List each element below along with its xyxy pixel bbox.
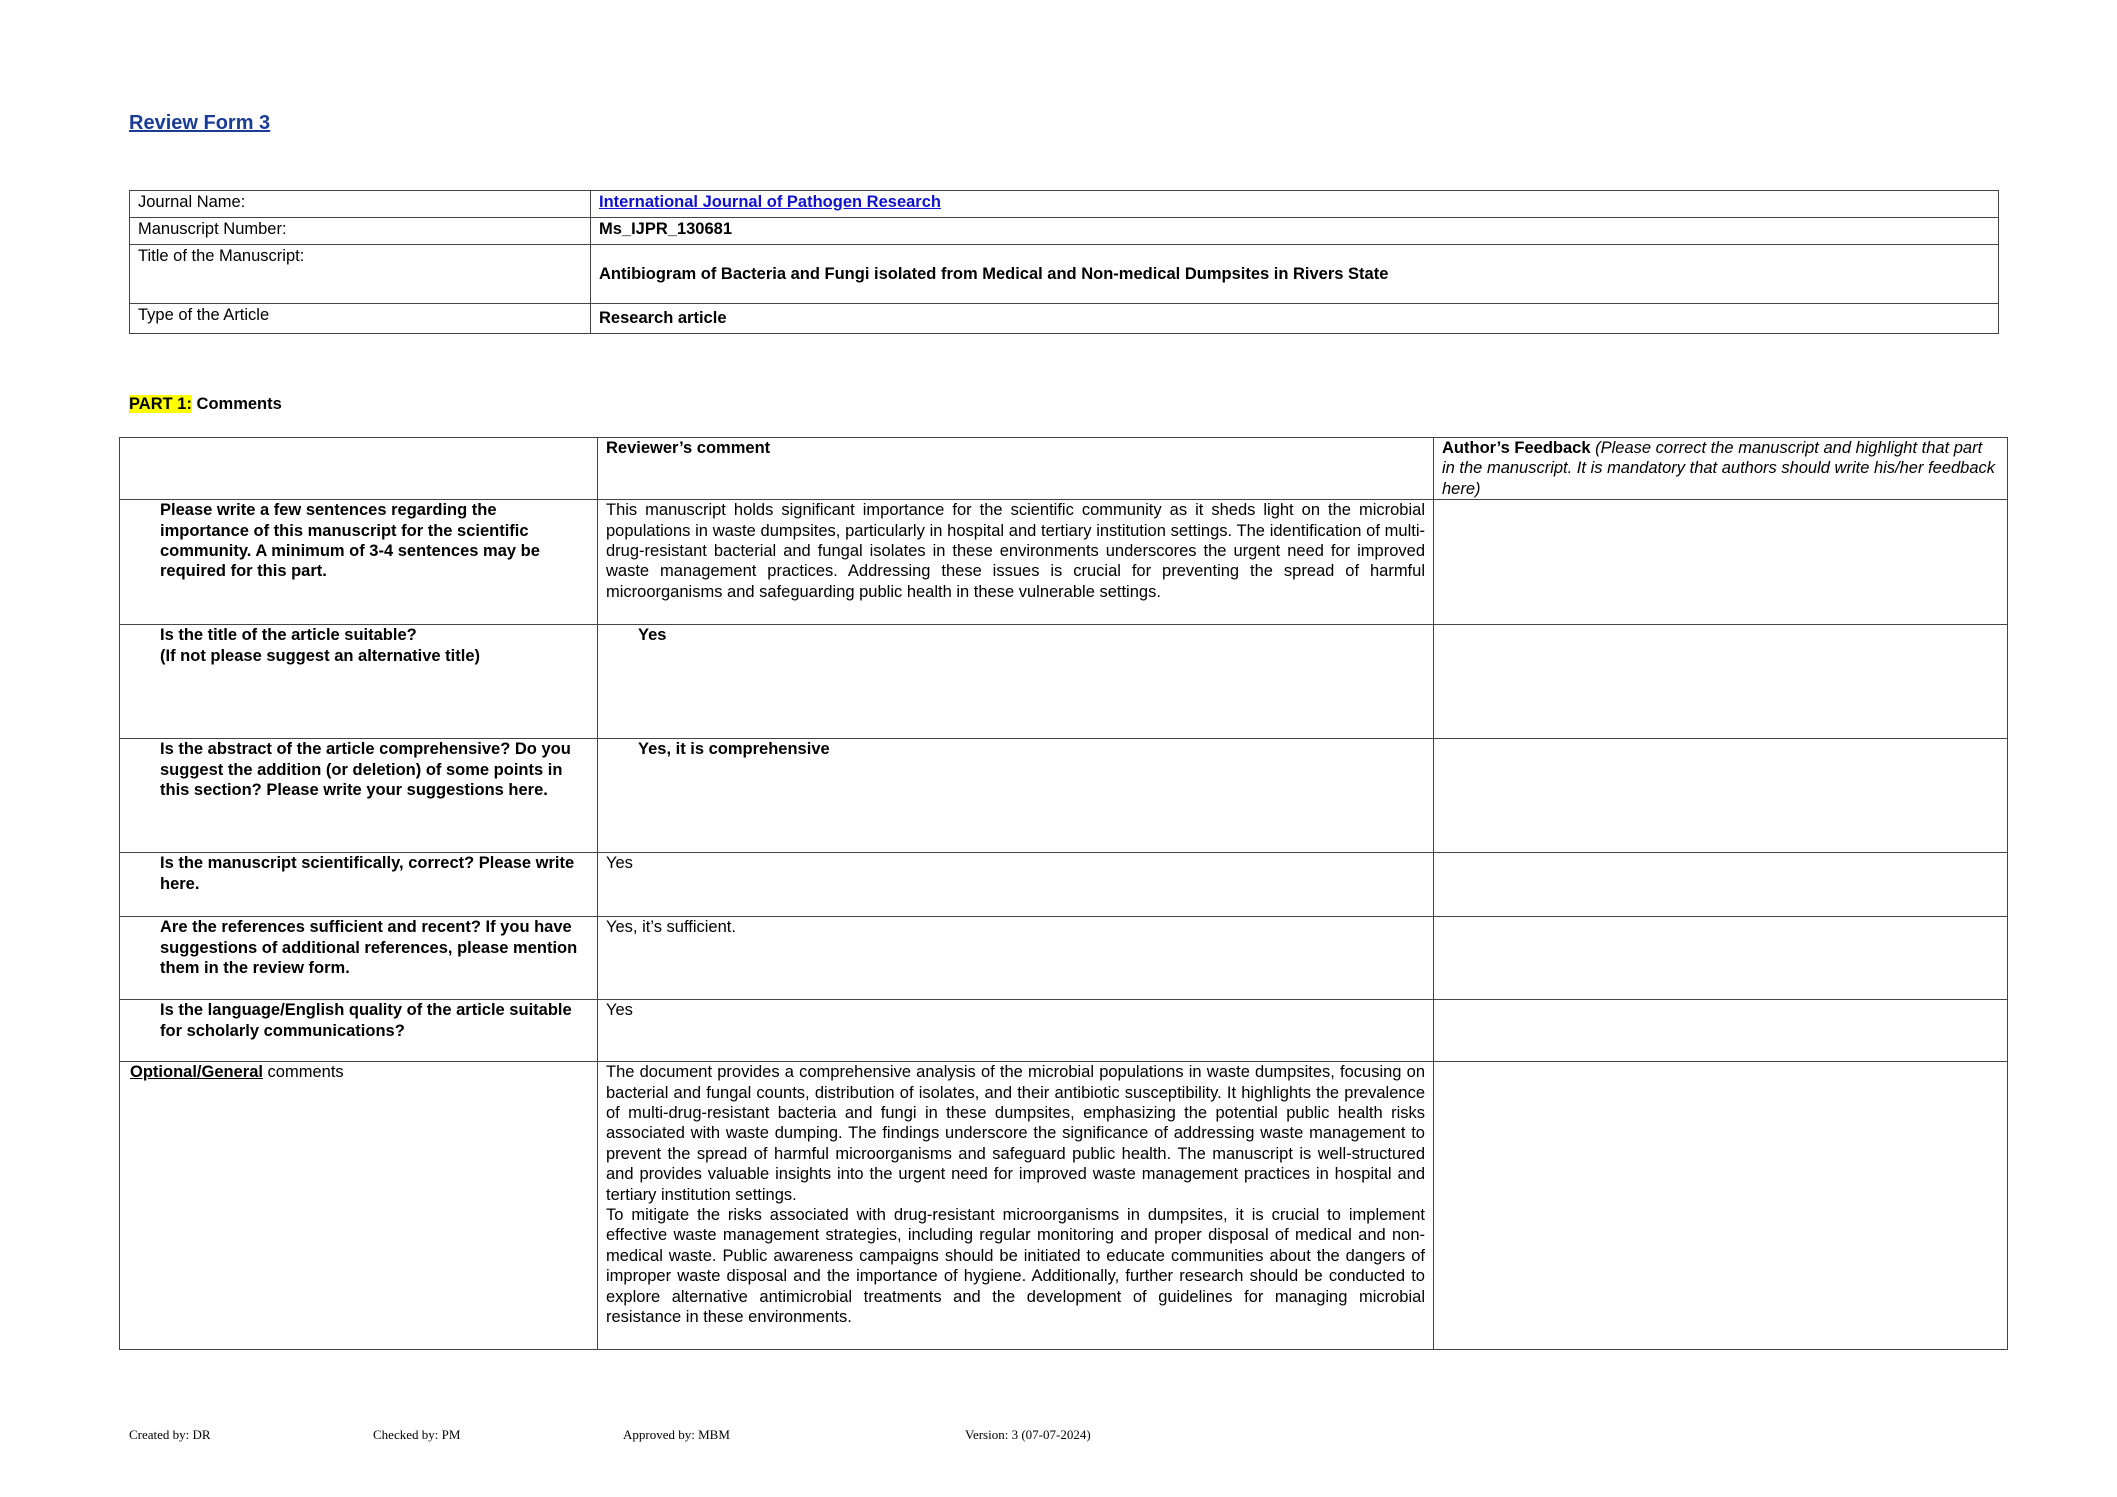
optional-sep: /: [196, 1063, 202, 1082]
comments-table: [119, 437, 2008, 1350]
reviewer-comment: Yes: [598, 1000, 1434, 1062]
author-feedback-cell[interactable]: [1434, 917, 2008, 1000]
info-row-title: [130, 245, 1999, 304]
part-label: PART 1:: [129, 395, 192, 413]
optional-comments-row: [120, 1062, 2008, 1350]
ms-value: Ms_IJPR_130681: [591, 218, 1999, 245]
optional-comment: [598, 1062, 1434, 1350]
general-word: General: [201, 1063, 263, 1082]
reviewer-comment-header: Reviewer’s comment: [598, 438, 1434, 500]
author-feedback-cell[interactable]: [1434, 1062, 2008, 1350]
author-feedback-cell[interactable]: [1434, 625, 2008, 739]
reviewer-comment: Yes: [638, 626, 667, 645]
title-label: Title of the Manuscript:: [130, 245, 591, 304]
journal-link[interactable]: International Journal of Pathogen Research: [599, 193, 941, 211]
optional-paragraph-2: To mitigate the risks associated with drug-resistant microorganisms in dumpsites, it is crucial to implement effective waste management strategies, including regular monitoring and proper disposal of medical and non-medical waste. Public awareness campaigns should be initiated to educate communities about the dangers of improper waste disposal and the importance of hygiene. Additionally, further research should be conducted to explore alternative antimicrobial treatments and the development of guidelines for managing microbial resistance in these environments.: [606, 1206, 1425, 1327]
question: Is the title of the article suitable? (If not please suggest an alternative title): [120, 625, 598, 739]
info-row-journal: [130, 191, 1999, 218]
part-heading: [129, 394, 282, 414]
type-label: Type of the Article: [130, 304, 591, 334]
comment-row: [120, 853, 2008, 917]
manuscript-info-table: [129, 190, 1999, 334]
optional-word: Optional: [130, 1063, 197, 1082]
comment-row: [120, 917, 2008, 1000]
ms-label: Manuscript Number:: [130, 218, 591, 245]
question: Is the abstract of the article comprehensive? Do you suggest the addition (or deletion) of some points in this section? Please write your suggestions here.: [120, 739, 598, 853]
comment-row: [120, 739, 2008, 853]
optional-paragraph-1: The document provides a comprehensive analysis of the microbial populations in waste dumpsites, focusing on bacterial and fungal counts, distribution of isolates, and their antibiotic susceptibility. It highlights the prevalence of multi-drug-resistant bacteria and fungi in these dumpsites, emphasizing the potential public health risks associated with waste dumping. The findings underscore the significance of addressing waste management to prevent the spread of harmful microorganisms and safeguard public health. The manuscript is well-structured and provides valuable insights into the urgent need for improved waste management practices in hospital and tertiary institution settings.: [606, 1063, 1425, 1204]
reviewer-comment: Yes, it’s sufficient.: [598, 917, 1434, 1000]
question: Please write a few sentences regarding the importance of this manuscript for the scientific community. A minimum of 3-4 sentences may be required for this part.: [120, 500, 598, 625]
comment-row: [120, 500, 2008, 625]
comment-row: [120, 1000, 2008, 1062]
journal-label: Journal Name:: [130, 191, 591, 218]
type-value: Research article: [591, 304, 1999, 334]
comments-word: comments: [262, 1063, 344, 1082]
author-feedback-cell[interactable]: [1434, 739, 2008, 853]
author-feedback-cell[interactable]: [1434, 853, 2008, 917]
footer-version: Version: 3 (07-07-2024): [965, 1427, 1091, 1442]
question: Are the references sufficient and recent? If you have suggestions of additional references, please mention them in the review form.: [120, 917, 598, 1000]
author-feedback-note: (Please correct the manuscript and highlight that part in the manuscript. It is mandatory that authors should write his/her feedback here): [1442, 439, 1996, 498]
reviewer-comment: Yes: [598, 853, 1434, 917]
reviewer-comment: This manuscript holds significant importance for the scientific community as it sheds light on the microbial populations in waste dumpsites, particularly in hospital and tertiary institution settings. The identification of multi-drug-resistant bacterial and fungal isolates in these environments underscores the urgent need for improved waste management practices. Addressing these issues is crucial for preventing the spread of harmful microorganisms and safeguarding public health in these vulnerable settings.: [598, 500, 1434, 625]
optional-label: [120, 1062, 598, 1350]
form-title: Review Form 3: [129, 112, 271, 134]
comments-header-row: [120, 438, 2008, 500]
info-row-type: [130, 304, 1999, 334]
footer-checked: Checked by: PM: [373, 1427, 461, 1442]
footer-created: Created by: DR: [129, 1427, 211, 1442]
footer-approved: Approved by: MBM: [623, 1427, 730, 1442]
author-feedback-cell[interactable]: [1434, 1000, 2008, 1062]
question: Is the manuscript scientifically, correct? Please write here.: [120, 853, 598, 917]
comment-row: [120, 625, 2008, 739]
question: Is the language/English quality of the article suitable for scholarly communications?: [120, 1000, 598, 1062]
author-feedback-header: [1434, 438, 2008, 500]
author-feedback-title: Author’s Feedback: [1442, 439, 1591, 457]
info-row-ms: [130, 218, 1999, 245]
part-rest: Comments: [191, 395, 282, 413]
reviewer-comment: Yes, it is comprehensive: [638, 740, 830, 759]
title-value: Antibiogram of Bacteria and Fungi isolated from Medical and Non-medical Dumpsites in Rivers State: [591, 245, 1999, 304]
author-feedback-cell[interactable]: [1434, 500, 2008, 625]
